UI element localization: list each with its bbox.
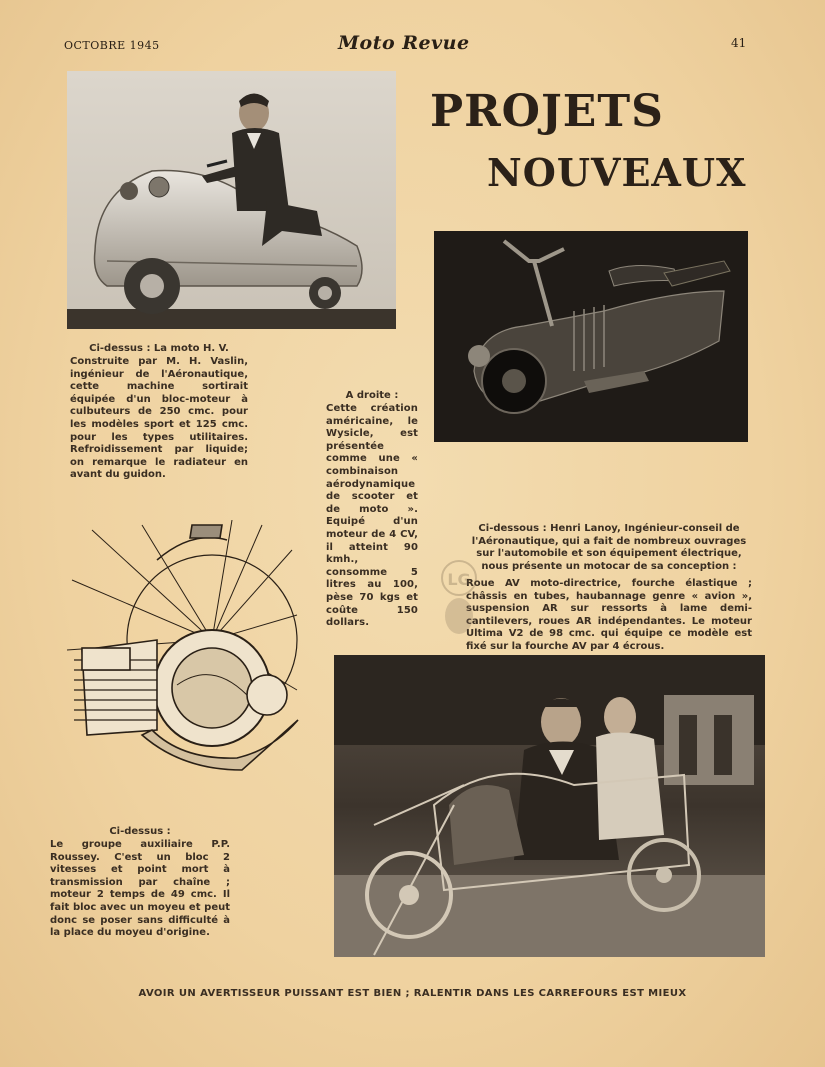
page-number: 41 (731, 36, 747, 50)
wysicle-photo (434, 231, 748, 442)
roussey-engine-drawing (62, 520, 302, 782)
wysicle-caption-body: Cette création américaine, le Wysicle, est présentée comme une « combinaison aérodynamique de scooter et de moto ». Equipé d'un moteur de 4 CV, il atteint 90 kmh., consomme 5 litres au 100, pèse 70 kgs et coûte 150 dollars. (326, 403, 418, 629)
footer-slogan: AVOIR UN AVERTISSEUR PUISSANT EST BIEN ; RALENTIR DANS LES CARREFOURS EST MIEUX (138, 988, 687, 999)
lanoy-caption-body: Roue AV moto-directrice, fourche élastique ; châssis en tubes, haubannage genre « avion », suspension AR sur ressorts à lame demi-cantilevers, roues AR indépendantes. Le moteur Ultima V2 de 98 cmc. qui équipe ce modèle est fixé sur la fourche AV par 4 écrous. (466, 578, 752, 652)
hv-caption-body: Construite par M. H. Vaslin, ingénieur de l'Aéronautique, cette machine sortirait équipée d'un bloc-moteur à culbuteurs de 250 cmc. pour les modèles sport et 125 cmc. pour les types utilitaires. Refroidissement par liquide; on remarque le radiateur en avant du guidon. (70, 356, 248, 481)
lanoy-caption-intro: Ci-dessous : Henri Lanoy, Ingénieur-conseil de l'Aéronautique, qui a fait de nombreux ouvrages sur l'automobile et son équipement électrique, nous présente un motocar de sa conception : (471, 523, 747, 572)
watermark-stamp (428, 556, 490, 636)
issue-date: OCTOBRE 1945 (64, 39, 160, 52)
article-title-line-1: PROJETS (430, 86, 664, 137)
lanoy-motocar-photo (334, 655, 765, 957)
wysicle-caption-heading: A droite : (345, 390, 399, 401)
article-title-line-2: NOUVEAUX (487, 150, 747, 195)
svg-text:LG: LG (447, 570, 471, 589)
hv-motorcycle-photo (67, 71, 396, 329)
magazine-logo: Moto Revue (338, 32, 470, 54)
roussey-caption-body: Le groupe auxiliaire P.P. Roussey. C'est un bloc 2 vitesses et point mort à transmission par chaîne ; moteur 2 temps de 49 cmc. Il fait bloc avec un moyeu et peut donc se poser sans difficulté à la place du moyeu d'origine. (50, 839, 230, 939)
roussey-caption-heading: Ci-dessus : (109, 826, 171, 837)
hv-caption-heading: Ci-dessus : La moto H. V. (89, 343, 229, 354)
